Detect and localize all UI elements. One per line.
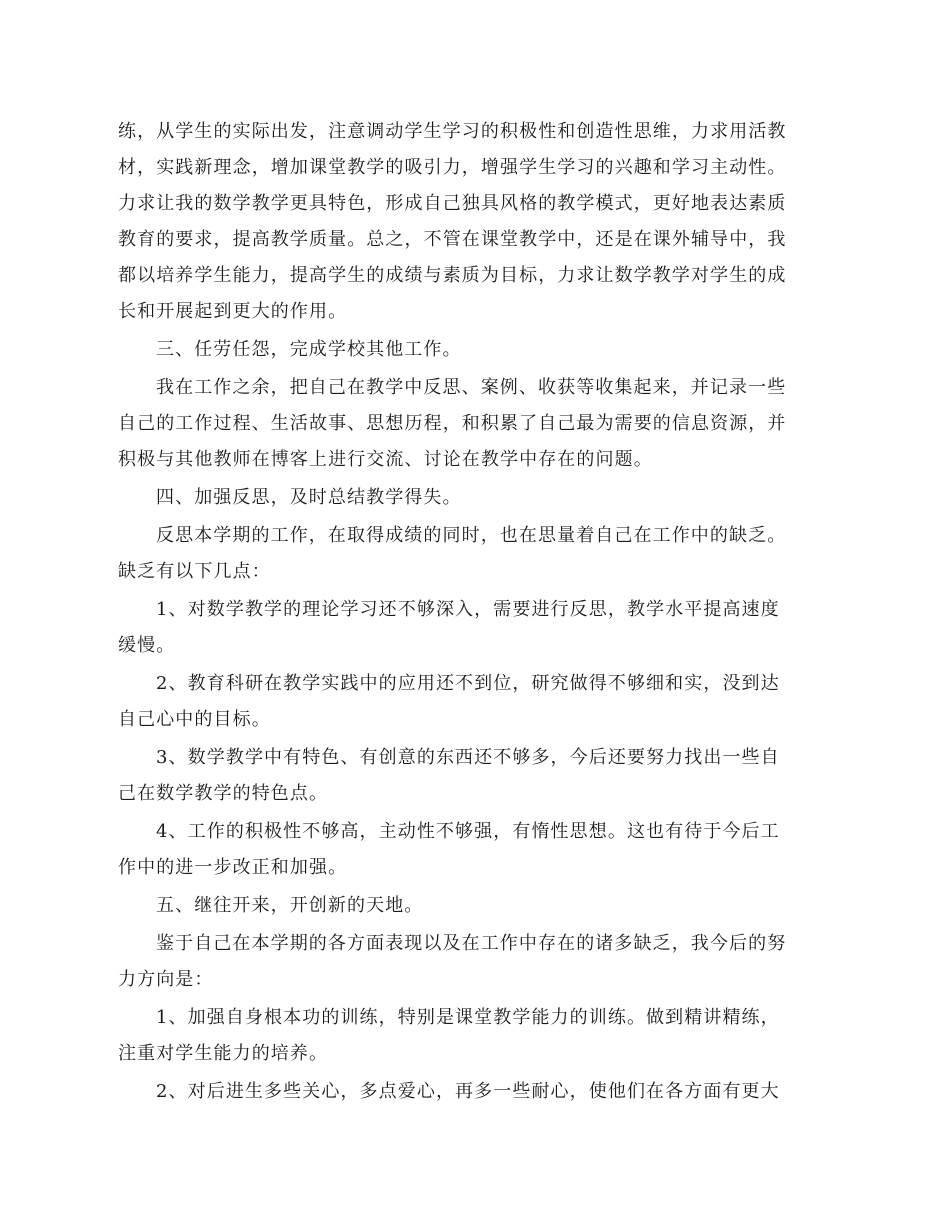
text-line: 2、对后进生多些关心，多点爱心，再多一些耐心，使他们在各方面有更大 [156,1081,780,1102]
text-line: 自己心中的目标。 [118,709,271,730]
text-line: 积极与其他教师在博客上进行交流、讨论在教学中存在的问题。 [118,449,653,470]
text-line: 四、加强反思，及时总结教学得失。 [156,487,462,508]
text-line: 3、数学教学中有特色、有创意的东西还不够多，今后还要努力找出一些自 [156,747,780,768]
paragraph [118,666,838,738]
text-line: 五、继往开来，开创新的天地。 [156,895,424,916]
text-line: 三、任劳任怨，完成学校其他工作。 [156,339,462,360]
text-line: 1、加强自身根本功的训练，特别是课堂教学能力的训练。做到精讲精练， [156,1007,780,1028]
text-line: 力方向是： [118,969,214,990]
text-line: 1、对数学教学的理论学习还不够深入，需要进行反思，教学水平提高速度 [156,599,780,620]
paragraph [118,740,838,812]
text-line: 都以培养学生能力，提高学生的成绩与素质为目标，力求让数学教学对学生的成 [118,265,787,286]
text-line: 4、工作的积极性不够高，主动性不够强，有惰性思想。这也有待于今后工 [156,821,780,842]
text-line: 反思本学期的工作，在取得成绩的同时，也在思量着自己在工作中的缺乏。 [156,525,787,546]
text-line: 自己的工作过程、生活故事、思想历程，和积累了自己最为需要的信息资源，并 [118,413,787,434]
paragraph [118,518,838,590]
text-line: 己在数学教学的特色点。 [118,783,329,804]
text-line: 缓慢。 [118,635,176,656]
paragraph [118,926,838,998]
paragraph [118,332,838,368]
text-line: 2、教育科研在教学实践中的应用还不到位，研究做得不够细和实，没到达 [156,673,780,694]
paragraph [118,480,838,516]
paragraph [118,888,838,924]
paragraph [118,814,838,886]
text-line: 我在工作之余，把自己在教学中反思、案例、收获等收集起来，并记录一些 [156,377,787,398]
text-line: 教育的要求，提高教学质量。总之，不管在课堂教学中，还是在课外辅导中，我 [118,229,787,250]
paragraph [118,1074,838,1110]
text-line: 作中的进一步改正和加强。 [118,857,348,878]
text-line: 缺乏有以下几点： [118,561,271,582]
text-line: 材，实践新理念，增加课堂教学的吸引力，增强学生学习的兴趣和学习主动性。 [118,157,787,178]
text-line: 鉴于自己在本学期的各方面表现以及在工作中存在的诸多缺乏，我今后的努 [156,933,787,954]
paragraph [118,370,838,478]
paragraph [118,592,838,664]
document-page [118,112,838,1110]
paragraph [118,1000,838,1072]
text-line: 注重对学生能力的培养。 [118,1043,329,1064]
text-line: 长和开展起到更大的作用。 [118,301,348,322]
text-line: 力求让我的数学教学更具特色，形成自己独具风格的教学模式，更好地表达素质 [118,193,787,214]
text-line: 练，从学生的实际出发，注意调动学生学习的积极性和创造性思维，力求用活教 [118,121,787,142]
paragraph [118,114,838,330]
